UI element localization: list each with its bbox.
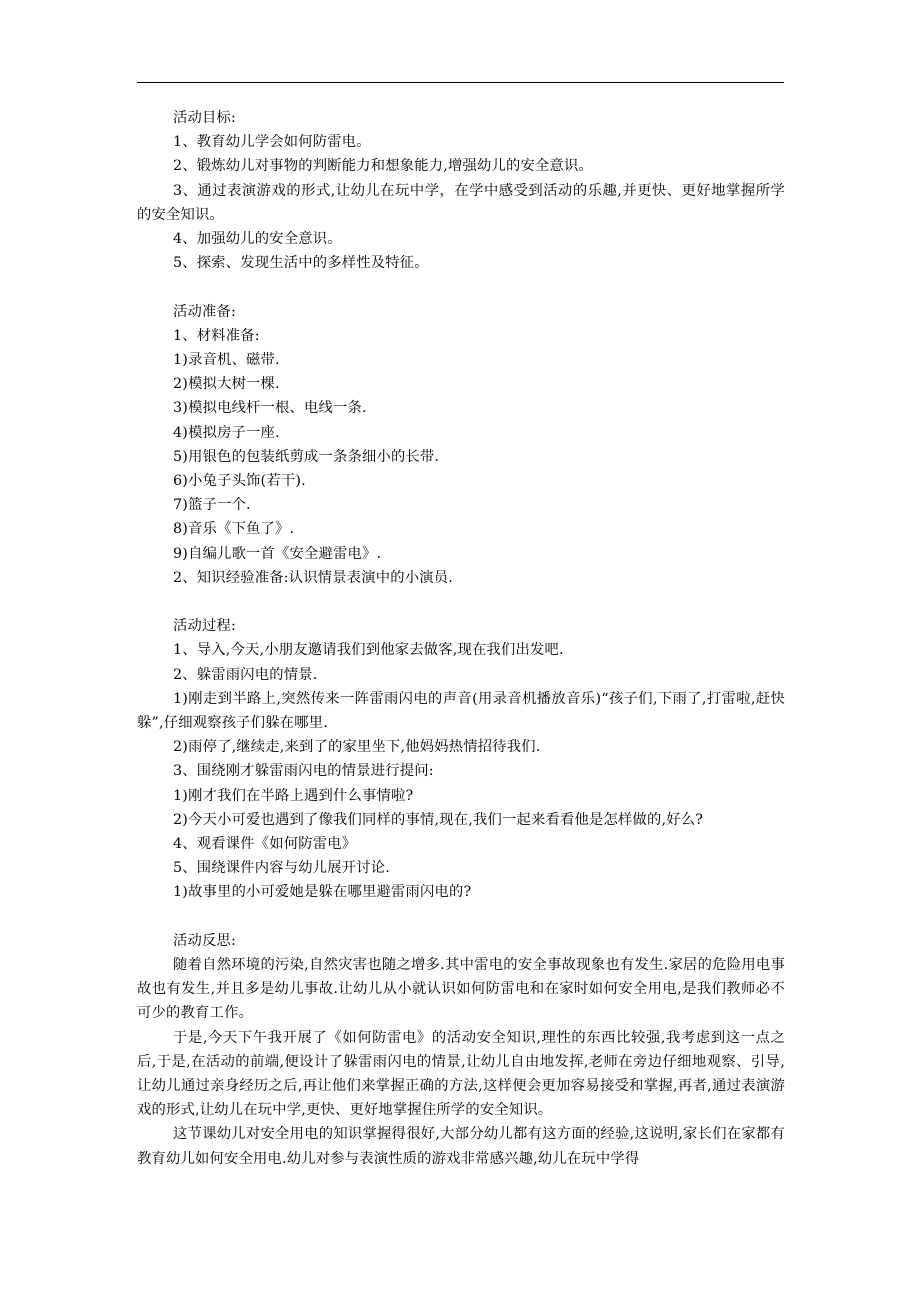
list-item: 4、观看课件《如何防雷电》 <box>173 836 357 853</box>
paragraph: 于是,今天下午我开展了《如何防雷电》的活动安全知识,理性的东西比较强,我考虑到这一点之后,于是,在活动的前端,便设计了躲雷雨闪电的情景,让幼儿自由地发挥,老师在旁边仔细地观察、引导,让幼儿通过亲身经历之后,再让他们来掌握正确的方法,这样便会更加容易接受和掌握,再者,通过表演游戏的形式,让幼儿在玩中学,更快、更好地掌握住所学的安全知识。 <box>137 1029 785 1119</box>
section-heading: 活动准备: <box>173 303 237 320</box>
list-item: 4、加强幼儿的安全意识。 <box>173 231 342 248</box>
list-item: 1、导入,今天,小朋友邀请我们到他家去做客,现在我们出发吧. <box>173 642 564 659</box>
section-process <box>137 614 785 904</box>
section-heading: 活动目标: <box>173 110 237 126</box>
section-reflection <box>137 929 785 1171</box>
paragraph: 随着自然环境的污染,自然灾害也随之增多.其中雷电的安全事故现象也有发生.家居的危险用电事故也有发生,并且多是幼儿事故.让幼儿从小就认识如何防雷电和在家时如何安全用电,是我们教师必不可少的教育工作。 <box>137 957 785 1022</box>
list-item: 5、围绕课件内容与幼儿展开讨论. <box>173 860 390 877</box>
paragraph: 这节课幼儿对安全用电的知识掌握得很好,大部分幼儿都有这方面的经验,这说明,家长们在家都有教育幼儿如何安全用电.幼儿对参与表演性质的游戏非常感兴趣,幼儿在玩中学得 <box>137 1126 785 1167</box>
list-item: 8)音乐《下鱼了》. <box>173 521 295 538</box>
list-item: 5)用银色的包装纸剪成一条条细小的长带. <box>173 448 440 465</box>
list-item: 3、围绕刚才躲雷雨闪电的情景进行提问: <box>173 763 434 780</box>
list-item: 2、知识经验准备:认识情景表演中的小演员. <box>173 569 453 586</box>
section-preparation <box>137 300 785 590</box>
list-item: 2、躲雷雨闪电的情景. <box>173 666 318 683</box>
section-heading: 活动反思: <box>173 932 237 949</box>
list-item: 1)刚走到半路上,突然传来一阵雷雨闪电的声音(用录音机播放音乐)“孩子们,下雨了,打雷啦,赶快躲”,仔细观察孩子们躲在哪里. <box>137 690 785 732</box>
list-item: 5、探索、发现生活中的多样性及特征。 <box>173 255 429 272</box>
section-goals <box>137 106 785 275</box>
list-item: 2、锻炼幼儿对事物的判断能力和想象能力,增强幼儿的安全意识。 <box>173 158 593 175</box>
list-item: 4)模拟房子一座. <box>173 424 280 441</box>
list-item: 3)模拟电线杆一根、电线一条. <box>173 400 367 417</box>
list-item: 9)自编儿歌一首《安全避雷电》. <box>173 545 382 562</box>
list-item: 2)模拟大树一棵. <box>173 376 280 393</box>
list-item: 7)篮子一个. <box>173 497 251 514</box>
list-item: 2)雨停了,继续走,来到了的家里坐下,他妈妈热情招待我们. <box>173 739 541 756</box>
document-body <box>137 106 785 1195</box>
list-item: 1)刚才我们在半路上遇到什么事情啦? <box>173 787 414 804</box>
list-item: 3、通过表演游戏的形式,让幼儿在玩中学，在学中感受到活动的乐趣,并更快、更好地掌握所学的安全知识。 <box>137 182 785 223</box>
list-item: 1)故事里的小可爱她是躲在哪里避雷雨闪电的? <box>173 884 472 901</box>
header-rule <box>137 82 784 83</box>
list-item: 1、教育幼儿学会如何防雷电。 <box>173 134 371 151</box>
list-item: 6)小兔子头饰(若干). <box>173 473 306 490</box>
list-item: 2)今天小可爱也遇到了像我们同样的事情,现在,我们一起来看看他是怎样做的,好么? <box>173 811 704 828</box>
list-item: 1)录音机、磁带. <box>173 352 280 369</box>
section-heading: 活动过程: <box>173 618 237 635</box>
list-item: 1、材料准备: <box>173 327 260 344</box>
